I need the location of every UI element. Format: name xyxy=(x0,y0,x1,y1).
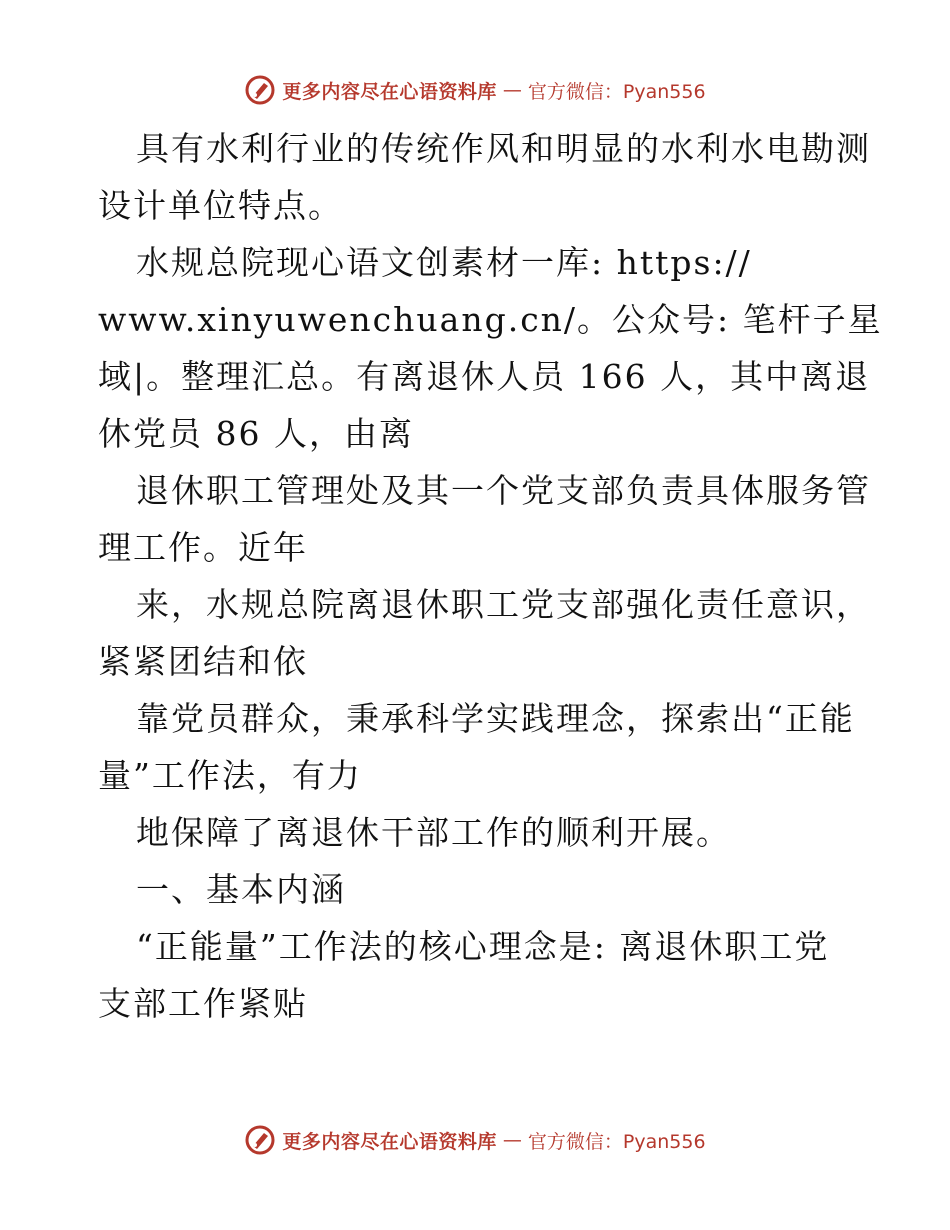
footer-banner xyxy=(0,1120,950,1160)
text-line: 支部工作紧贴 xyxy=(98,984,308,1023)
header-banner xyxy=(0,70,950,110)
text-line: 具有水利行业的传统作风和明显的水利水电勘测 xyxy=(136,129,871,168)
text-line: 地保障了离退休干部工作的顺利开展。 xyxy=(136,813,731,852)
brand-logo-icon xyxy=(244,74,276,106)
text-line: 域|。整理汇总。有离退休人员 166 人，其中离退 xyxy=(98,357,871,396)
text-line: 靠党员群众，秉承科学实践理念，探索出“正能 xyxy=(136,699,855,738)
text-line: 退休职工管理处及其一个党支部负责具体服务管 xyxy=(136,471,871,510)
document-body xyxy=(98,120,883,1032)
text-line: 来，水规总院离退休职工党支部强化责任意识， xyxy=(136,585,871,624)
text-line: 水规总院现心语文创素材一库: https:// xyxy=(136,243,752,282)
banner-separator: — xyxy=(502,1129,522,1151)
banner-title: 更多内容尽在心语资料库 xyxy=(282,80,497,103)
banner-wechat: 官方微信：Pyan556 xyxy=(527,80,706,103)
text-line: 量”工作法，有力 xyxy=(98,756,362,795)
text-line: “正能量”工作法的核心理念是: 离退休职工党 xyxy=(136,927,830,966)
text-line: 理工作。近年 xyxy=(98,528,308,567)
banner-title: 更多内容尽在心语资料库 xyxy=(282,1130,497,1153)
text-line: www.xinyuwenchuang.cn/。公众号: 笔杆子星 xyxy=(98,300,883,339)
banner-separator: — xyxy=(502,79,522,101)
brand-logo-icon xyxy=(244,1124,276,1156)
banner-wechat: 官方微信：Pyan556 xyxy=(527,1130,706,1153)
text-line: 设计单位特点。 xyxy=(98,186,343,225)
section-heading: 一、基本内涵 xyxy=(136,870,346,909)
text-line: 休党员 86 人，由离 xyxy=(98,414,414,453)
text-line: 紧紧团结和依 xyxy=(98,642,308,681)
